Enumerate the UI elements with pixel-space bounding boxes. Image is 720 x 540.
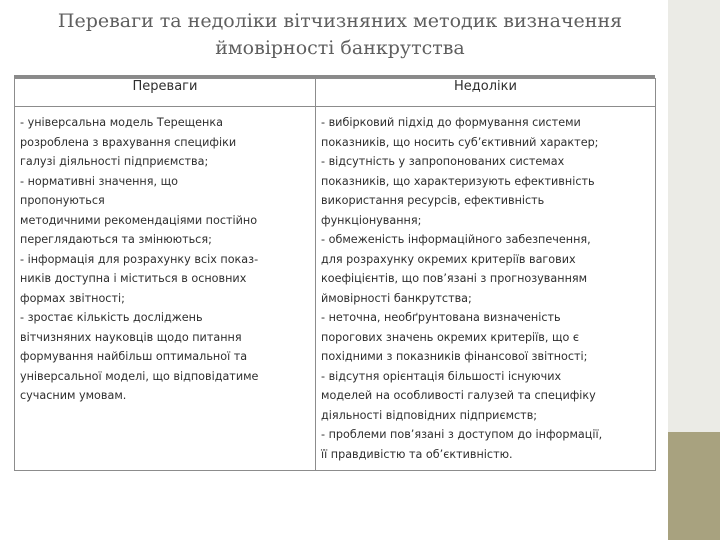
comparison-table (14, 78, 656, 471)
advantages-line: сучасним умовам. (20, 389, 127, 402)
disadvantages-line: коефіцієнтів, що пов’язані з прогнозуванням (321, 272, 588, 285)
advantages-line: вітчизняних науковців щодо питання (20, 330, 242, 344)
slide-title-line-2: ймовірності банкрутства (215, 37, 465, 59)
advantages-line: формування найбільш оптимальної та (20, 350, 248, 363)
disadvantages-line: порогових значень окремих критеріїв, що є (321, 330, 580, 344)
disadvantages-line: моделей на особливості галузей та специфіку (321, 389, 596, 402)
disadvantages-line: діяльності відповідних підприємств; (321, 408, 538, 422)
side-band-light (668, 0, 720, 432)
advantages-line: пропонуються (20, 194, 105, 207)
disadvantages-line: використання ресурсів, ефективність (321, 194, 545, 207)
disadvantages-line: її правдивістю та об’єктивністю. (321, 447, 513, 461)
advantages-line: - нормативні значення, що (20, 174, 178, 188)
advantages-line: переглядаються та змінюються; (20, 233, 212, 246)
advantages-cell (15, 107, 316, 471)
table-header-row (15, 79, 656, 107)
disadvantages-line: для розрахунку окремих критеріїв вагових (321, 252, 576, 266)
slide-title-line-1: Переваги та недоліки вітчизняних методик визначення (57, 10, 623, 32)
table-row (15, 107, 656, 471)
disadvantages-line: - вибірковий підхід до формування системи (321, 116, 581, 129)
disadvantages-line: - обмеженість інформаційного забезпечення, (321, 233, 591, 246)
disadvantages-line: ймовірності банкрутства; (321, 291, 472, 305)
header-disadvantages: Недоліки (316, 79, 656, 107)
disadvantages-line: - відсутня орієнтація більшості існуючих (321, 369, 562, 383)
advantages-line: формах звітності; (20, 291, 125, 305)
disadvantages-line: показників, що характеризують ефективність (321, 174, 595, 188)
advantages-line: ників доступна і міститься в основних (20, 272, 247, 285)
advantages-line: - інформація для розрахунку всіх показ- (20, 252, 259, 266)
advantages-line: - універсальна модель Терещенка (20, 116, 223, 129)
disadvantages-line: функціонування; (321, 213, 422, 227)
advantages-line: розроблена з врахування специфіки (20, 135, 237, 149)
slide-title (20, 8, 660, 62)
disadvantages-cell (316, 107, 656, 471)
disadvantages-line: - відсутність у запропонованих системах (321, 155, 565, 168)
advantages-line: - зростає кількість досліджень (20, 311, 203, 324)
disadvantages-line: похідними з показників фінансової звітності; (321, 350, 588, 363)
disadvantages-line: - проблеми пов’язані з доступом до інформації, (321, 428, 603, 441)
side-band-dark (668, 432, 720, 540)
advantages-line: галузі діяльності підприємства; (20, 155, 209, 168)
advantages-line: методичними рекомендаціями постійно (20, 213, 258, 227)
disadvantages-line: показників, що носить суб’єктивний характер; (321, 135, 599, 149)
disadvantages-line: - неточна, необґрунтована визначеність (321, 311, 561, 324)
advantages-line: універсальної моделі, що відповідатиме (20, 369, 259, 383)
header-advantages: Переваги (15, 79, 316, 107)
